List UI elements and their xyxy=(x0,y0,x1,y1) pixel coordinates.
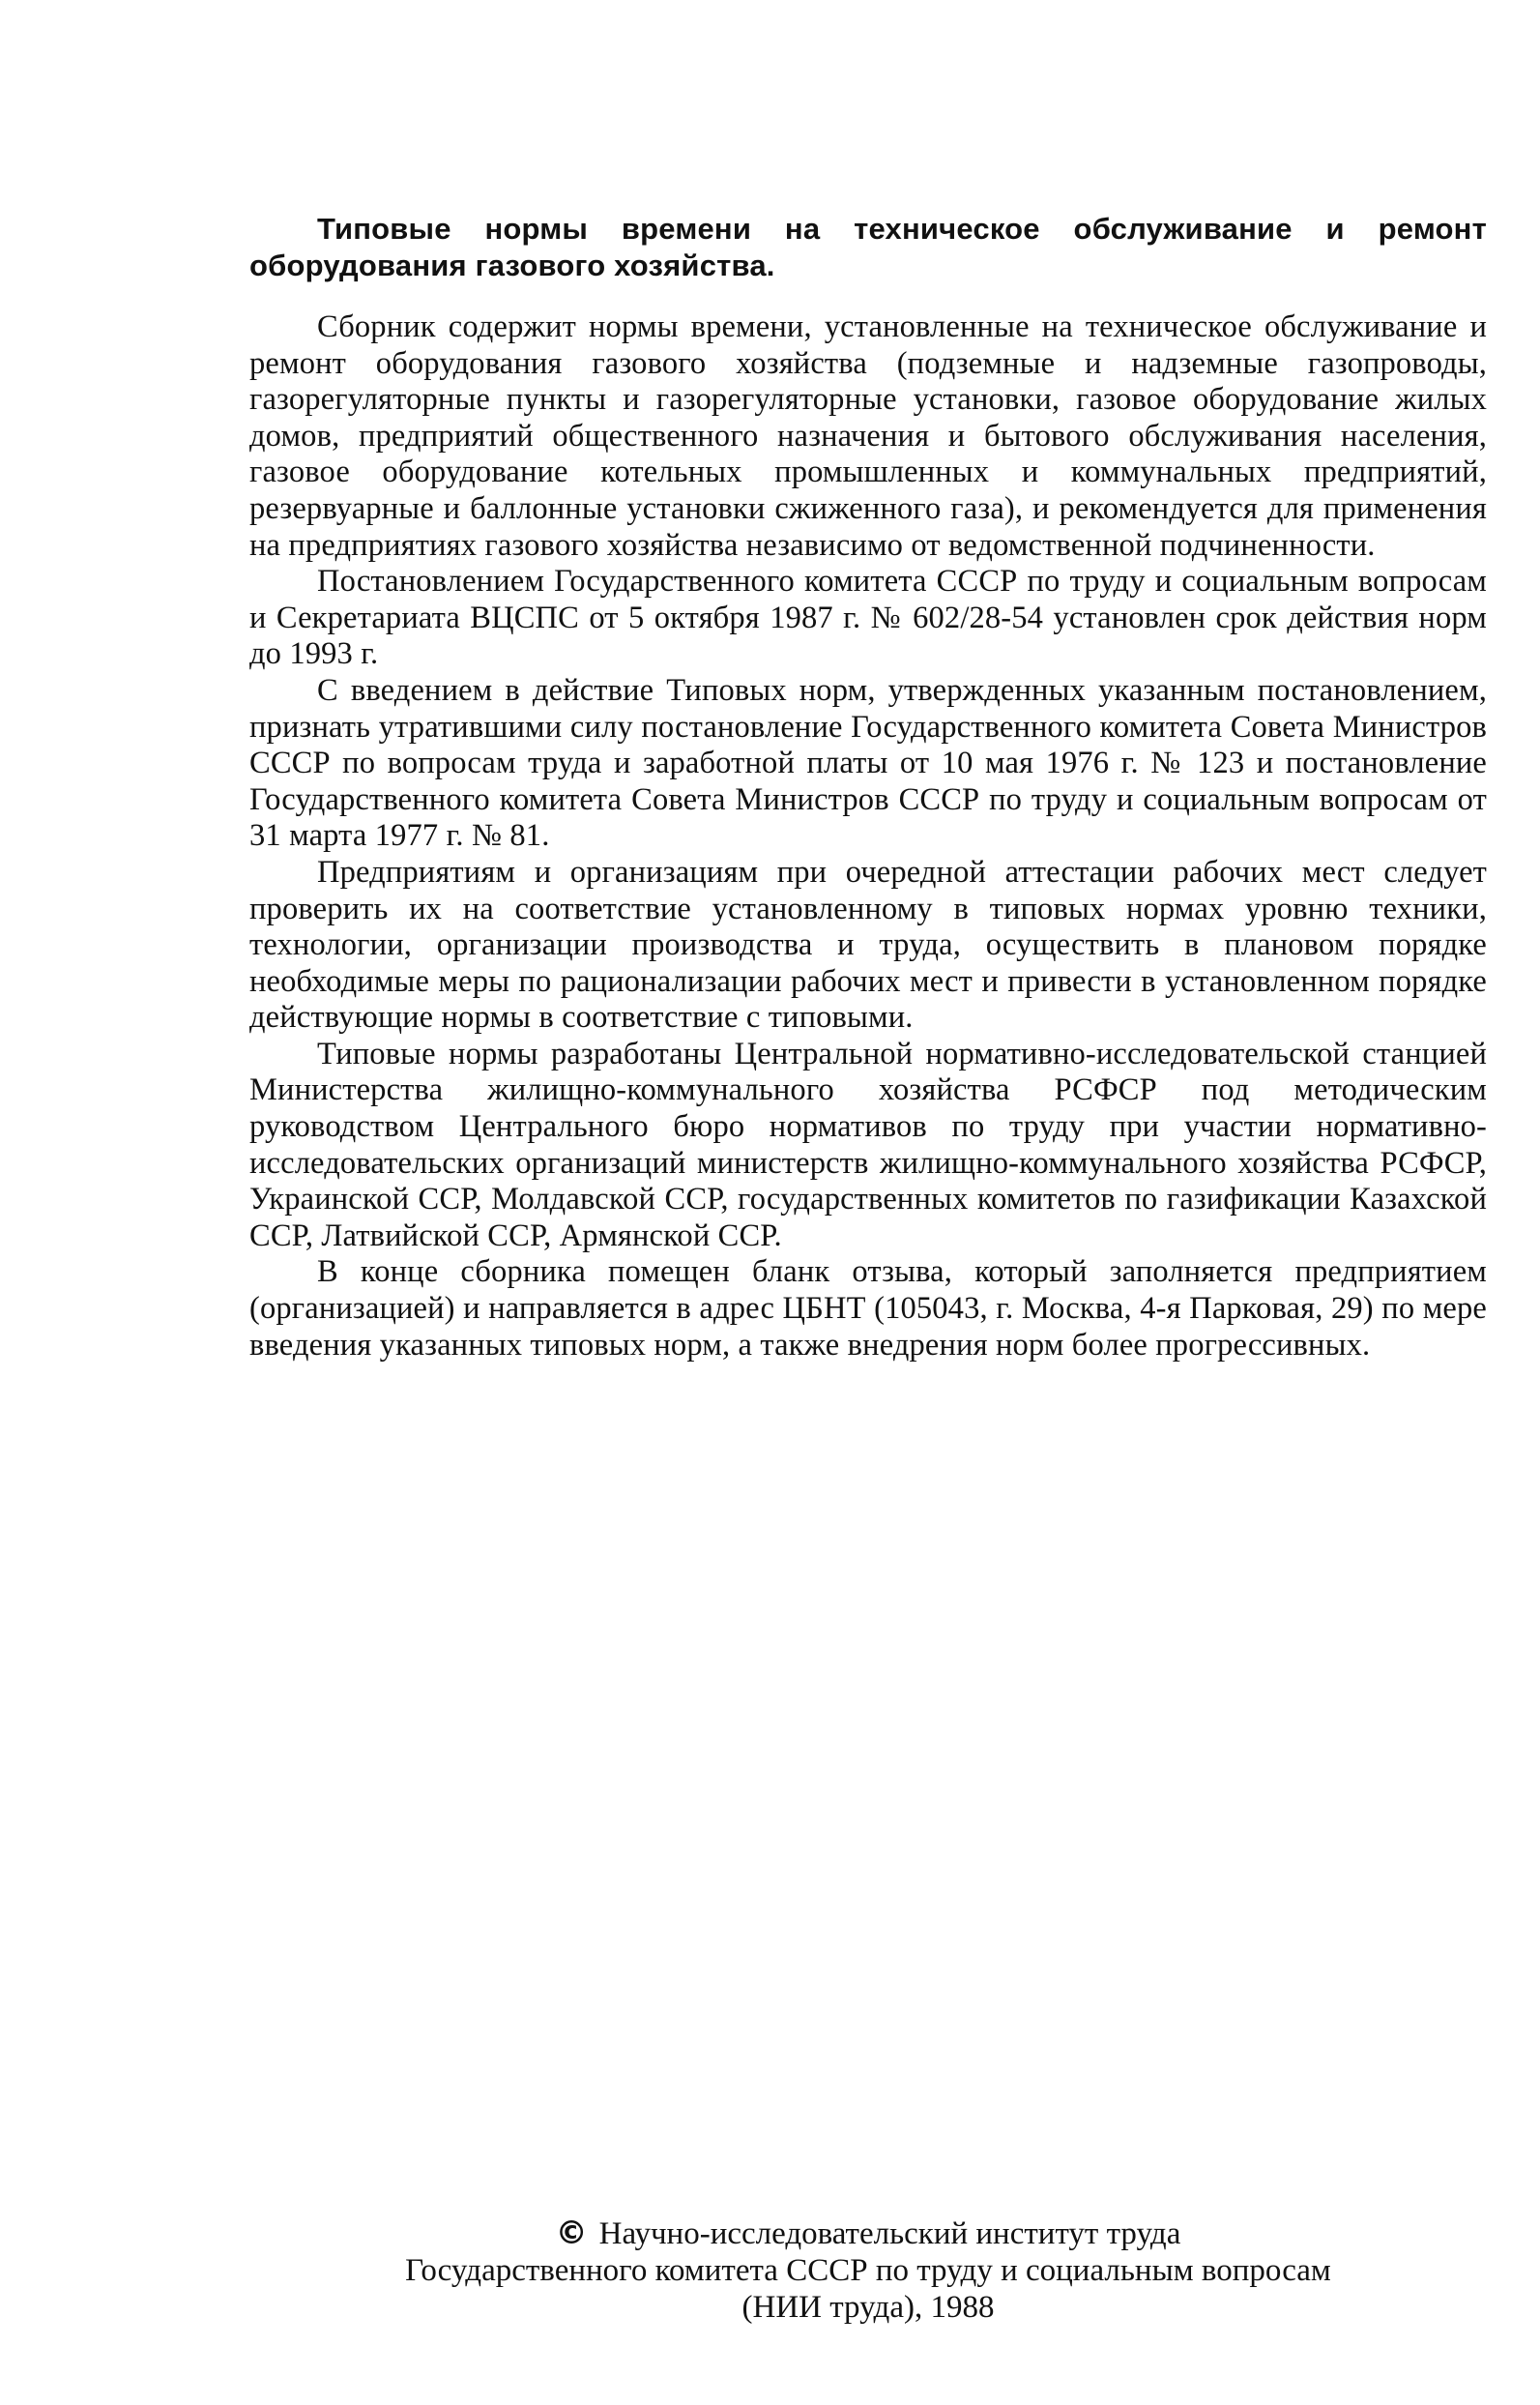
document-title: Типовые нормы времени на техническое обслуживание и ремонт оборудования газового хозяйства. xyxy=(249,212,1487,282)
paragraph-scope: Сборник содержит нормы времени, установленные на техническое обслуживание и ремонт оборудования газового хозяйства (подземные и надземные газопроводы, газорегуляторные пункты и газорегуляторные установки, газовое оборудование жилых домов, предприятий общественного назначения и бытового обслуживания населения, газовое оборудование котельных промышленных и коммунальных предприятий, резервуарные и баллонные установки сжиженного газа), и рекомендуется для применения на предприятиях газового хозяйства независимо от ведомственной подчиненности. xyxy=(249,309,1487,563)
copyright-imprint xyxy=(249,2214,1487,2326)
paragraph-developers: Типовые нормы разработаны Центральной нормативно-исследовательской станцией Министерства жилищно-коммунального хозяйства РСФСР под методическим руководством Центрального бюро нормативов по труду при участии нормативно-исследовательских организаций министерств жилищно-коммунального хозяйства РСФСР, Украинской ССР, Молдавской ССР, государственных комитетов по газификации Казахской ССР, Латвийской ССР, Армянской ССР. xyxy=(249,1036,1487,1253)
paragraph-feedback: В конце сборника помещен бланк отзыва, который заполняется предприятием (организацией) и направляется в адрес ЦБНТ (105043, г. Москва, 4-я Парковая, 29) по мере введения указанных типовых норм, а также внедрения норм более прогрессивных. xyxy=(249,1254,1487,1363)
paragraph-repeal: С введением в действие Типовых норм, утвержденных указанным постановлением, признать утратившими силу постановление Государственного комитета Совета Министров СССР по вопросам труда и заработной платы от 10 мая 1976 г. № 123 и постановление Государственного комитета Совета Министров СССР по труду и социальным вопросам от 31 марта 1977 г. № 81. xyxy=(249,672,1487,854)
imprint-line-1 xyxy=(249,2214,1487,2252)
imprint-institute: Научно-исследовательский институт труда xyxy=(598,2216,1181,2251)
imprint-line-3: (НИИ труда), 1988 xyxy=(741,2290,995,2325)
imprint-line-2: Государственного комитета СССР по труду и социальным вопросам xyxy=(405,2253,1331,2288)
paragraph-validity: Постановлением Государственного комитета СССР по труду и социальным вопросам и Секретариата ВЦСПС от 5 октября 1987 г. № 602/28-54 установлен срок действия норм до 1993 г. xyxy=(249,564,1487,672)
paragraph-attestation: Предприятиям и организациям при очередной аттестации рабочих мест следует проверить их на соответствие установленному в типовых нормах уровню техники, технологии, организации производства и труда, осуществить в плановом порядке необходимые меры по рационализации рабочих мест и привести в установленном порядке действующие нормы в соответствие с типовыми. xyxy=(249,854,1487,1036)
copyright-icon: © xyxy=(555,2214,588,2251)
document-body xyxy=(249,211,1487,1364)
